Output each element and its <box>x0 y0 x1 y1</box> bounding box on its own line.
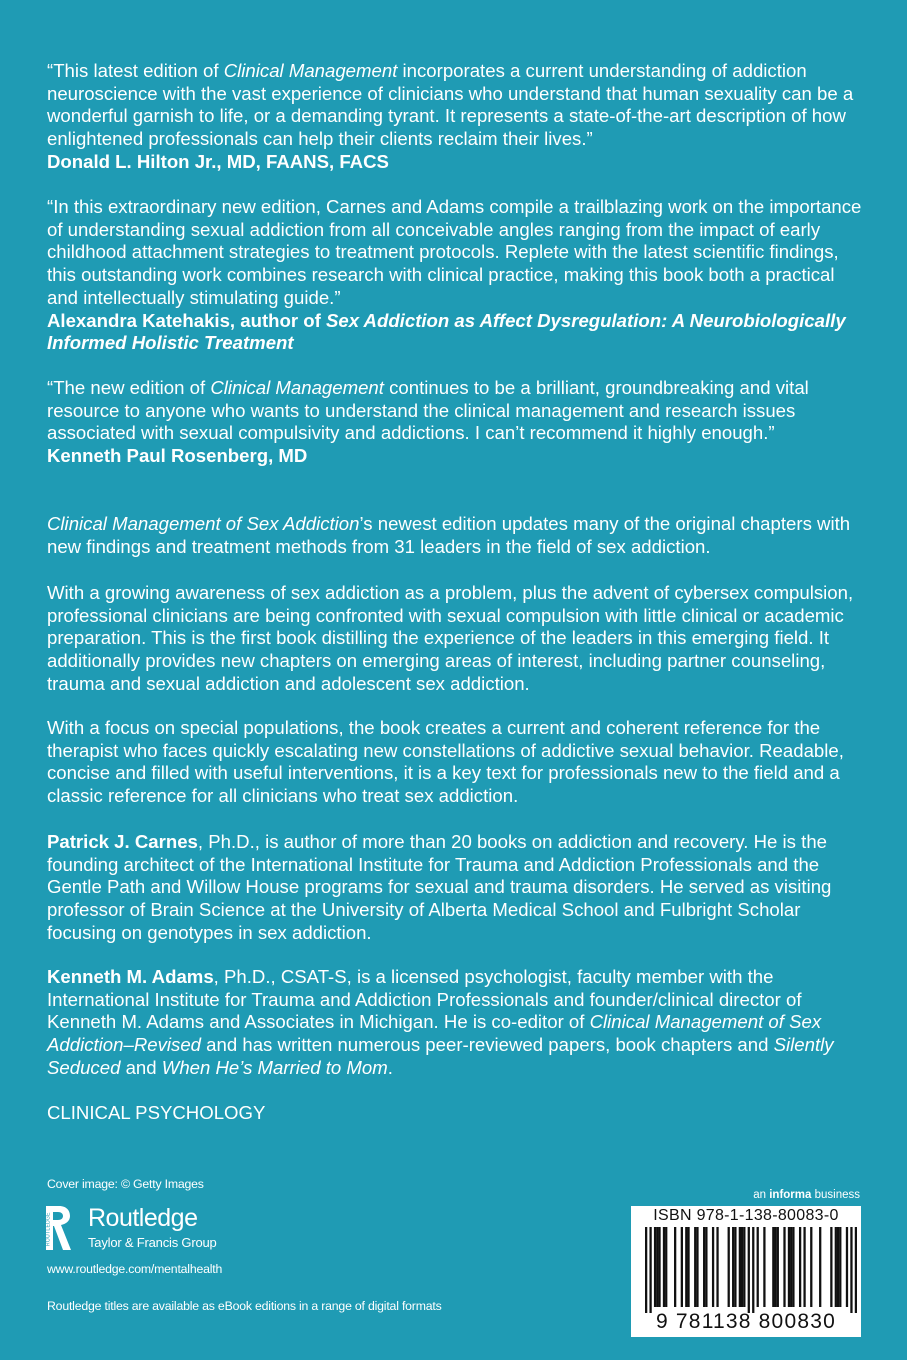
description-paragraph-3: With a focus on special populations, the book creates a current and coherent reference for the therapist who faces quickly escalating new constellations of addictive sexual behavior. Readable, concise and filled with useful interventions, it is a key text for professionals new to the field and a classic reference for all clinicians who treat sex addiction. <box>47 717 844 807</box>
barcode-bar <box>855 1227 857 1313</box>
author-work-title: Sex Addiction as Affect Dysregulation: A Neurobiologically Informed Holistic Treatment <box>47 309 846 354</box>
cover-credit: Cover image: © Getty Images <box>47 1177 204 1191</box>
barcode-bar <box>790 1227 792 1307</box>
book-title: Clinical Management <box>210 377 384 398</box>
barcode-bar <box>712 1227 714 1307</box>
barcode-bar <box>649 1227 651 1313</box>
barcode-bar <box>705 1227 707 1307</box>
barcode-bar <box>703 1227 705 1307</box>
barcode-bar <box>716 1227 718 1307</box>
barcode-bar <box>837 1227 839 1307</box>
publisher-name: Routledge <box>88 1204 198 1232</box>
endorsement-author: Alexandra Katehakis, author of Sex Addiction as Affect Dysregulation: A Neurobiologically Informed Holistic Treatment <box>47 309 846 354</box>
isbn-barcode <box>631 1206 861 1337</box>
endorsement-author: Donald L. Hilton Jr., MD, FAANS, FACS <box>47 150 389 172</box>
barcode-bar <box>658 1227 660 1307</box>
barcode-bar <box>777 1227 779 1307</box>
subject-category: CLINICAL PSYCHOLOGY <box>47 1102 266 1123</box>
svg-text:ROUTLEDGE: ROUTLEDGE <box>45 1212 52 1246</box>
author-name: Kenneth M. Adams <box>47 966 214 987</box>
author-name: Patrick J. Carnes <box>47 831 198 852</box>
endorsement-quote: “The new edition of Clinical Management continues to be a brilliant, groundbreaking and vital resource to anyone who wants to understand the clinical management and research issues associated with sexual compulsivity and addictions. I can’t recommend it highly enough.” <box>47 377 809 444</box>
ebook-note: Routledge titles are available as eBook editions in a range of digital formats <box>47 1299 442 1313</box>
barcode-bar <box>694 1227 696 1307</box>
barcode-bar <box>835 1227 837 1307</box>
barcode-bar <box>788 1227 790 1307</box>
barcode-bar <box>819 1227 821 1307</box>
barcode-bar <box>839 1227 841 1307</box>
barcode-bar <box>687 1227 689 1307</box>
barcode-bar <box>752 1227 754 1313</box>
barcode-bar <box>810 1227 812 1307</box>
description-paragraph-2: With a growing awareness of sex addiction as a problem, plus the advent of cybersex compulsion, professional clinicians are being confronted with sexual compulsion with little clinical or academic preparation. This is the first book distilling the experience of the leaders in this emerging field. It additionally provides new chapters on emerging areas of interest, including partner counseling, trauma and sexual addiction and adolescent sex addiction. <box>47 582 854 694</box>
barcode-bar <box>696 1227 698 1307</box>
book-title: Clinical Management of Sex Addiction <box>47 513 360 534</box>
barcode-bar <box>830 1227 832 1307</box>
publisher-group: Taylor & Francis Group <box>88 1235 217 1250</box>
barcode-bar <box>654 1227 656 1307</box>
barcode-bar <box>728 1227 730 1307</box>
author-bio-carnes: Patrick J. Carnes, Ph.D., is author of more than 20 books on addiction and recovery. He is the founding architect of the International Institute for Trauma and Addiction Professionals and the Gentle Path and Willow House programs for sexual and trauma disorders. He served as visiting professor of Brain Science at the University of Alberta Medical School and Fulbright Scholar focusing on genotypes in sex addiction. <box>47 831 832 943</box>
barcode-bar <box>734 1227 736 1307</box>
barcode-digits: 9 781138 800830 <box>656 1310 836 1333</box>
barcode-bar <box>846 1227 848 1307</box>
barcode-bar <box>763 1227 765 1307</box>
barcode-bar <box>783 1227 785 1307</box>
barcode-bar <box>743 1227 745 1307</box>
barcode-bar <box>792 1227 794 1307</box>
barcode-bar <box>803 1227 805 1307</box>
endorsement-quote: “In this extraordinary new edition, Carnes and Adams compile a trailblazing work on the importance of understanding sexual addiction from all conceivable angles ranging from the impact of early childhood attachment strategies to treatment protocols. Replete with the latest scientific findings, this outstanding work combines research with clinical practice, making this book both a practical and intellectually stimulating guide.” <box>47 196 862 308</box>
barcode-bar <box>850 1227 852 1313</box>
endorsement-3 <box>47 377 862 468</box>
barcode-bar <box>757 1227 759 1307</box>
barcode-bar <box>732 1227 734 1307</box>
barcode-bar <box>645 1227 647 1313</box>
barcode-bar <box>656 1227 658 1307</box>
barcode-bars <box>645 1227 857 1313</box>
publisher-logo <box>42 1204 272 1254</box>
isbn-label: ISBN 978-1-138-80083-0 <box>653 1207 839 1224</box>
barcode-bar <box>674 1227 676 1307</box>
endorsement-1 <box>47 60 862 174</box>
endorsement-2 <box>47 196 862 355</box>
book-title: Clinical Management <box>223 60 398 81</box>
barcode-bar <box>772 1227 774 1307</box>
barcode-bar <box>741 1227 743 1307</box>
barcode-bar <box>685 1227 687 1307</box>
barcode-bar <box>681 1227 683 1307</box>
endorsement-quote: “This latest edition of Clinical Management incorporates a current understanding of addiction neuroscience with the vast experience of clinicians who understand that human sexuality can be a wonderful garnish to life, or a demanding tyrant. It represents a state-of-the-art description of how enlightened professionals can help their clients reclaim their lives.” <box>47 60 854 150</box>
barcode-bar <box>799 1227 801 1307</box>
author-bio-adams: Kenneth M. Adams, Ph.D., CSAT-S, is a licensed psychologist, faculty member with the International Institute for Trauma and Addiction Professionals and founder/clinical director of Kenneth M. Adams and Associates in Michigan. He is co-editor of Clinical Management of Sex Addiction–Revised and has written numerous peer-reviewed papers, book chapters and Silently Seduced and When He’s Married to Mom. <box>47 966 834 1078</box>
informa-business-tag: an informa business <box>753 1189 860 1201</box>
barcode-bar <box>663 1227 665 1307</box>
barcode-bar <box>665 1227 667 1307</box>
endorsement-author: Kenneth Paul Rosenberg, MD <box>47 445 308 467</box>
publisher-website: www.routledge.com/mentalhealth <box>47 1262 223 1276</box>
barcode-bar <box>739 1227 741 1307</box>
description-paragraph-1: Clinical Management of Sex Addiction’s newest edition updates many of the original chapters with new findings and treatment methods from 31 leaders in the field of sex addiction. <box>47 513 851 557</box>
routledge-logo-icon <box>42 1204 75 1252</box>
barcode-bar <box>748 1227 750 1313</box>
barcode-bar <box>774 1227 776 1307</box>
